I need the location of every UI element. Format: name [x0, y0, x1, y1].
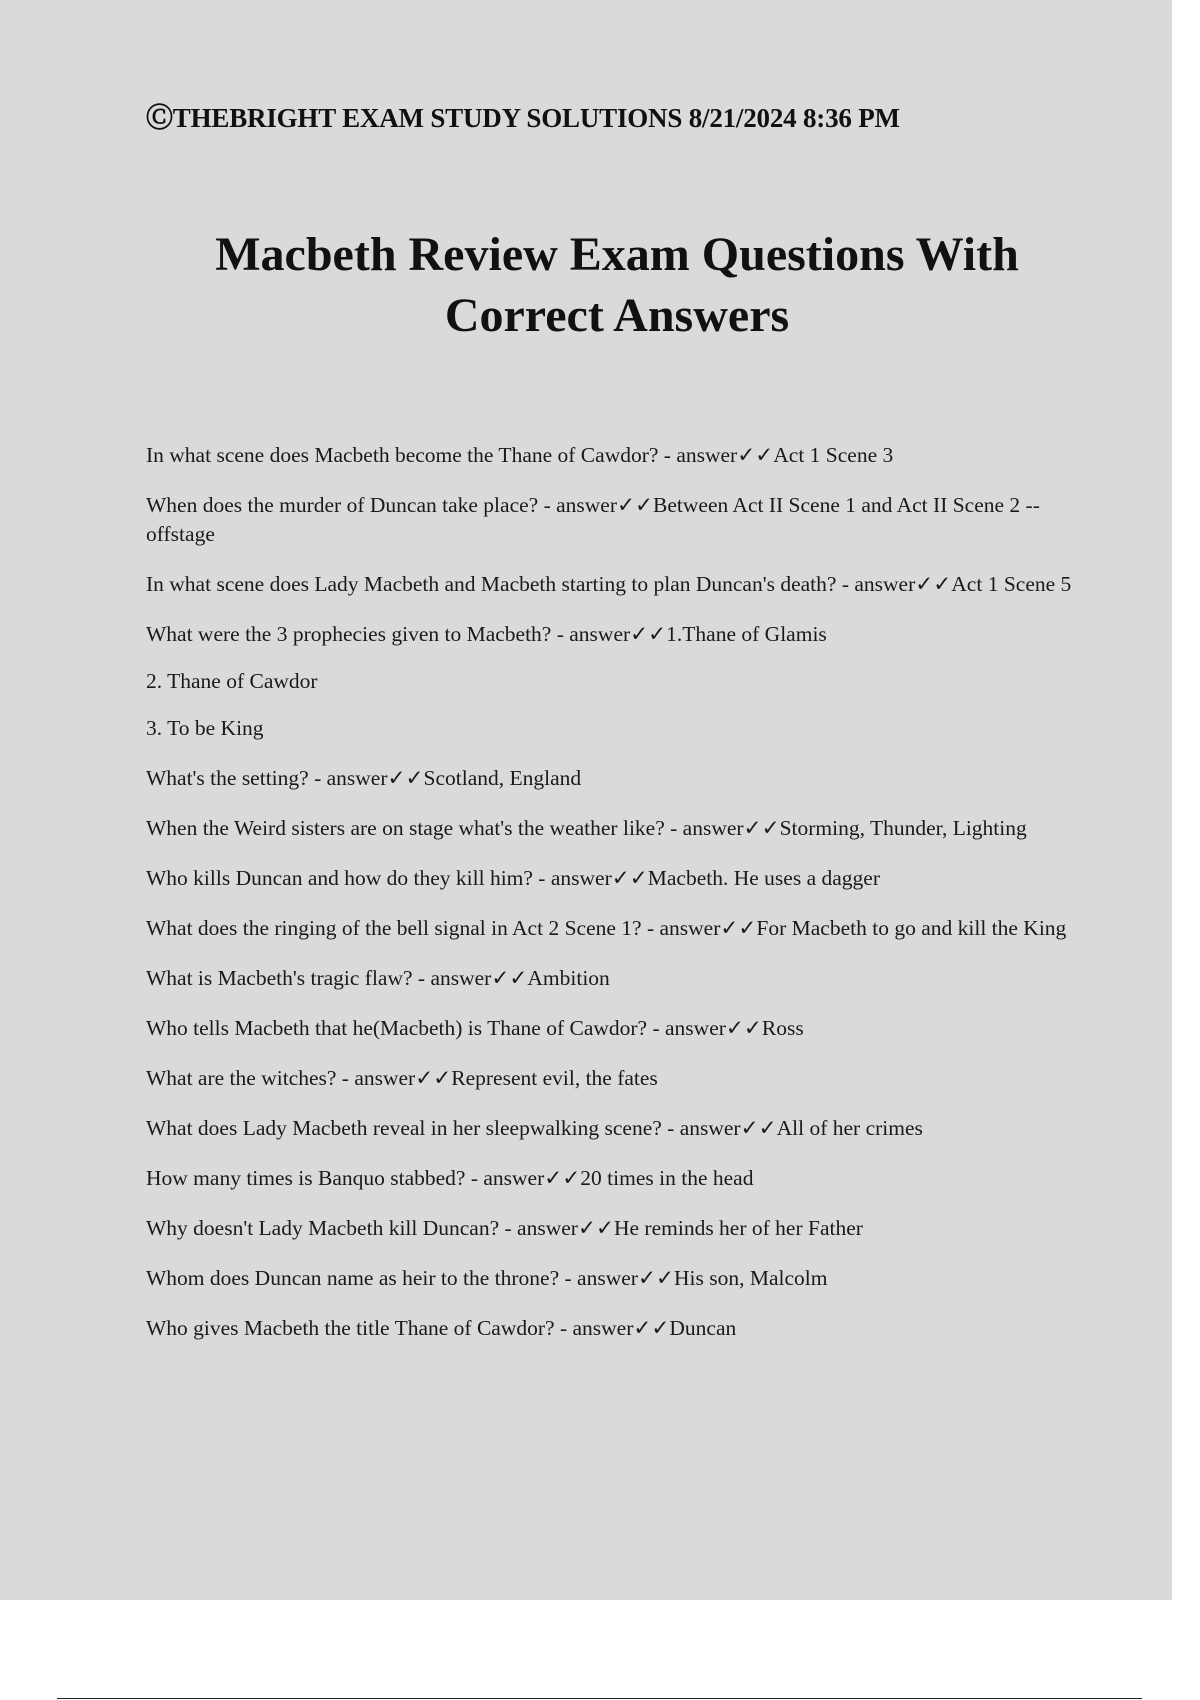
- qa-item: What is Macbeth's tragic flaw? - answer✓✓Ambition: [146, 966, 610, 990]
- qa-item: Whom does Duncan name as heir to the throne? - answer✓✓His son, Malcolm: [146, 1266, 828, 1290]
- qa-item: Who tells Macbeth that he(Macbeth) is Thane of Cawdor? - answer✓✓Ross: [146, 1016, 804, 1040]
- qa-item: Why doesn't Lady Macbeth kill Duncan? - answer✓✓He reminds her of her Father: [146, 1216, 863, 1240]
- document-title: [0, 224, 1200, 346]
- title-line-1: Macbeth Review Exam Questions With: [215, 228, 1019, 281]
- qa-item: What were the 3 prophecies given to Macbeth? - answer✓✓1.Thane of Glamis: [146, 622, 827, 646]
- footer-divider: [57, 1698, 1142, 1699]
- qa-item: What does Lady Macbeth reveal in her sleepwalking scene? - answer✓✓All of her crimes: [146, 1116, 923, 1140]
- qa-item: Who kills Duncan and how do they kill him? - answer✓✓Macbeth. He uses a dagger: [146, 866, 880, 890]
- qa-item: How many times is Banquo stabbed? - answer✓✓20 times in the head: [146, 1166, 754, 1190]
- qa-item: What's the setting? - answer✓✓Scotland, England: [146, 766, 582, 790]
- qa-item: What does the ringing of the bell signal in Act 2 Scene 1? - answer✓✓For Macbeth to go and kill the King: [146, 916, 1067, 940]
- title-line-2: Correct Answers: [444, 289, 790, 342]
- qa-item: 3. To be King: [146, 716, 264, 740]
- qa-item: When does the murder of Duncan take place? - answer✓✓Between Act II Scene 1 and Act II Scene 2 -- offstage: [146, 493, 1040, 546]
- qa-item: Who gives Macbeth the title Thane of Cawdor? - answer✓✓Duncan: [146, 1316, 737, 1340]
- qa-item: In what scene does Macbeth become the Thane of Cawdor? - answer✓✓Act 1 Scene 3: [146, 443, 894, 467]
- qa-item: 2. Thane of Cawdor: [146, 669, 318, 693]
- question-answer-list: [146, 441, 1086, 1364]
- qa-item: In what scene does Lady Macbeth and Macbeth starting to plan Duncan's death? - answer✓✓Act 1 Scene 5: [146, 572, 1072, 596]
- qa-item: What are the witches? - answer✓✓Represent evil, the fates: [146, 1066, 658, 1090]
- qa-item: When the Weird sisters are on stage what's the weather like? - answer✓✓Storming, Thunder, Lighting: [146, 816, 1027, 840]
- copyright-header: ⒸTHEBRIGHT EXAM STUDY SOLUTIONS 8/21/2024 8:36 PM: [146, 103, 900, 133]
